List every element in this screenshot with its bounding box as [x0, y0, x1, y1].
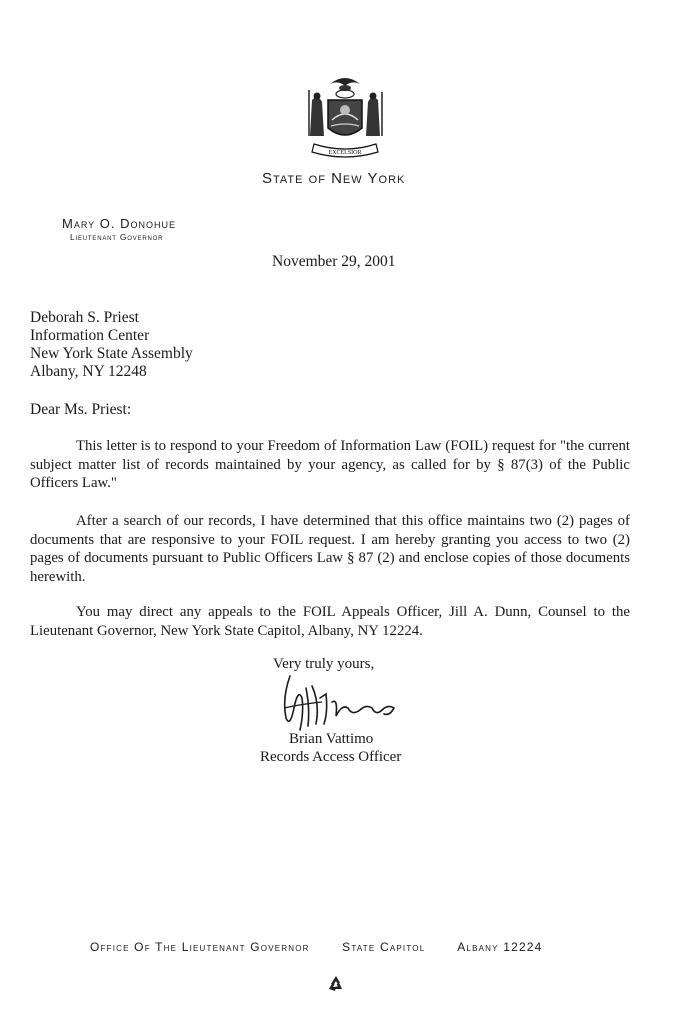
signer-title: Records Access Officer — [260, 749, 402, 765]
letterhead-footer — [90, 940, 571, 954]
svg-text:EXCELSIOR: EXCELSIOR — [328, 150, 362, 156]
recipient-organization: New York State Assembly — [30, 345, 193, 362]
recipient-department: Information Center — [30, 327, 150, 344]
salutation: Dear Ms. Priest: — [30, 401, 132, 418]
signature-icon — [262, 668, 412, 738]
sender-name: Mary O. Donohue — [62, 216, 177, 231]
body-paragraph-3: You may direct any appeals to the FOIL Appeals Officer, Jill A. Dunn, Counsel to the Lieutenant Governor, New York State Capitol, Albany, NY 12224. — [30, 604, 630, 639]
recipient-name: Deborah S. Priest — [30, 309, 139, 326]
footer-office: Office Of The Lieutenant Governor — [90, 940, 310, 954]
letter-date: November 29, 2001 — [272, 253, 396, 270]
footer-building: State Capitol — [342, 940, 426, 954]
recycle-icon — [326, 974, 346, 994]
recipient-city: Albany, NY 12248 — [30, 363, 147, 380]
sender-title: Lieutenant Governor — [70, 232, 164, 242]
signer-name: Brian Vattimo — [289, 731, 374, 747]
footer-city: Albany 12224 — [457, 940, 543, 954]
state-title: State of New York — [262, 170, 406, 187]
body-paragraph-2: After a search of our records, I have determined that this office maintains two (2) pages of documents that are responsive to your FOIL request. I am hereby granting you access to two (2) pages of documents pursuant to Public Officers Law § 87 (2) and enclose copies of those documents herewith. — [30, 513, 630, 585]
state-seal-icon — [300, 70, 390, 162]
body-paragraph-1: This letter is to respond to your Freedom of Information Law (FOIL) request for "the current subject matter list of records maintained by your agency, as called for by § 87(3) of the Public Officers Law." — [30, 438, 630, 491]
closing: Very truly yours, — [273, 656, 375, 672]
